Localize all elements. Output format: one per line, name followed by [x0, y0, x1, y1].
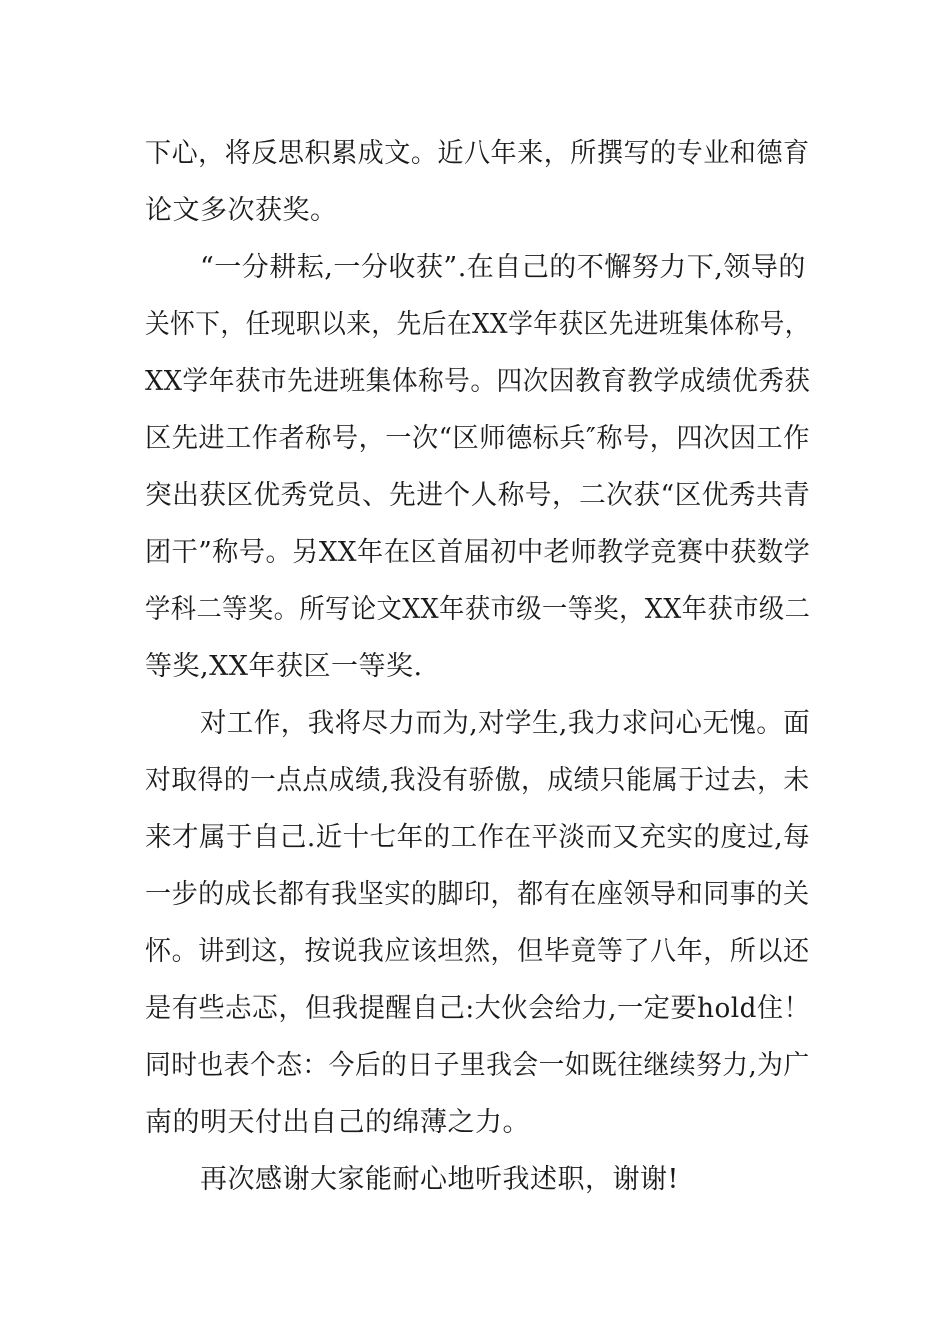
paragraph-3-line-5: 怀。讲到这，按说我应该坦然，但毕竟等了八年，所以还	[145, 936, 810, 967]
paragraph-2-line-3: XX学年获市先进班集体称号。四次因教育教学成绩优秀获	[145, 366, 811, 397]
paragraph-3-line-8: 南的明天付出自己的绵薄之力。	[145, 1107, 530, 1138]
paragraph-2-line-4: 区先进工作者称号，一次“区师德标兵″称号，四次因工作	[145, 423, 810, 454]
paragraph-2-line-7: 学科二等奖。所写论文XX年获市级一等奖，XX年获市级二	[145, 594, 811, 625]
paragraph-4-line-1: 再次感谢大家能耐心地听我述职，谢谢!	[200, 1164, 679, 1195]
paragraph-2-line-6: 团干”称号。另XX年在区首届初中老师教学竞赛中获数学	[145, 537, 811, 568]
paragraph-3-line-7: 同时也表个态：今后的日子里我会一如既往继续努力,为广	[145, 1050, 810, 1081]
paragraph-2-line-1: “一分耕耘,一分收获”.在自己的不懈努力下,领导的	[200, 252, 806, 283]
paragraph-3-line-2: 对取得的一点点成绩,我没有骄傲，成绩只能属于过去，未	[145, 765, 810, 796]
paragraph-2-line-8: 等奖,XX年获区一等奖.	[145, 651, 423, 682]
paragraph-1-line-1: 下心，将反思积累成文。近八年来，所撰写的专业和德育	[145, 138, 810, 169]
paragraph-3-line-4: 一步的成长都有我坚实的脚印，都有在座领导和同事的关	[145, 879, 810, 910]
paragraph-1-line-2: 论文多次获奖。	[145, 195, 338, 226]
paragraph-2-line-2: 关怀下，任现职以来，先后在XX学年获区先进班集体称号，	[145, 309, 810, 340]
paragraph-3-line-3: 来才属于自己.近十七年的工作在平淡而又充实的度过,每	[145, 822, 811, 853]
paragraph-3-line-1: 对工作，我将尽力而为,对学生,我力求问心无愧。面	[200, 708, 811, 739]
paragraph-3-line-6: 是有些忐忑，但我提醒自己:大伙会给力,一定要hold住！	[145, 993, 811, 1024]
paragraph-2-line-5: 突出获区优秀党员、先进个人称号，二次获“区优秀共青	[145, 480, 811, 511]
